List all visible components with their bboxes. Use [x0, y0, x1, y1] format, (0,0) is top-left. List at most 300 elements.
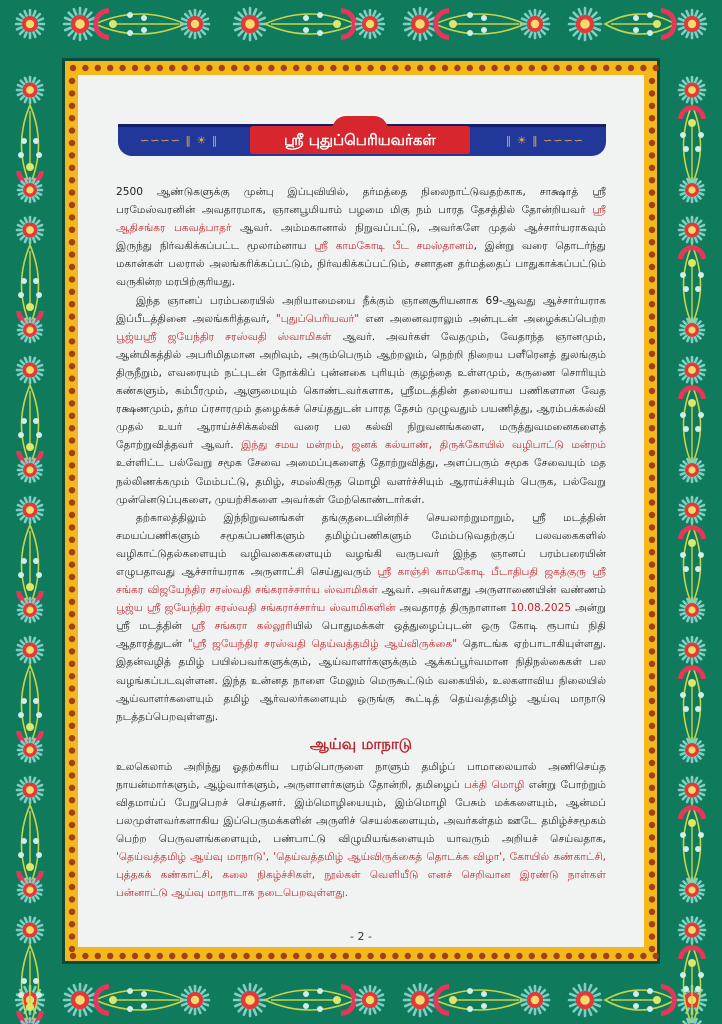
flower-petal — [414, 1008, 417, 1015]
flower-petal — [579, 9, 582, 16]
flower-petal — [699, 653, 704, 655]
body-text: உள்ளிட்ட பல்வேறு சமூக சேவை அமைப்புகளைத் தோற்றுவித்து, அளப்பரும் சமூக சேவையும் மத நல்லிணக்கமும் மேம்பட்டு, தமிழ், சமஸ்கிருத மொழி வளர்ச்சியும் ஆராய்ச்சியும் பெருக, பல்வேறு முன்னெடுப்புகளை, முயற்சிகளை அவர்கள் மேற்கொண்டார்கள். — [116, 457, 606, 506]
frame-dot — [653, 953, 659, 959]
flower-petal — [25, 657, 27, 662]
flower-petal — [699, 1003, 705, 1005]
paisley-motif — [18, 385, 42, 465]
flower-petal — [36, 473, 41, 475]
flower-petal — [86, 13, 91, 18]
flower-petal — [258, 27, 265, 30]
flower-petal — [698, 185, 703, 187]
flower-petal — [37, 365, 42, 367]
flower-petal — [687, 78, 689, 83]
flower-petal — [540, 1005, 544, 1009]
section-paragraph — [116, 758, 606, 903]
flower-petal — [37, 513, 42, 515]
frame-dot — [442, 65, 448, 71]
flower-petal — [681, 753, 686, 755]
frame-dot — [305, 65, 311, 71]
flower-petal — [538, 31, 540, 37]
flower-petal — [19, 185, 24, 187]
flower-petal — [699, 513, 704, 515]
flower-petal — [409, 989, 414, 994]
flower-petal — [74, 1008, 77, 1015]
frame-dot — [69, 685, 75, 691]
frame-dot — [69, 760, 75, 766]
frame-dot — [69, 437, 75, 443]
frame-dot — [649, 375, 655, 381]
flower-center — [26, 646, 34, 654]
frame-dot — [69, 301, 75, 307]
frame-dot — [69, 338, 75, 344]
frame-dot — [69, 202, 75, 208]
flower-center — [191, 996, 199, 1004]
flower-petal — [540, 29, 544, 33]
flower-petal — [699, 365, 704, 367]
frame-dot — [231, 953, 237, 959]
flower-petal — [21, 361, 25, 365]
flower-petal — [18, 93, 23, 95]
flower-petal — [695, 196, 697, 201]
flower-petal — [681, 333, 686, 335]
flower-petal — [697, 462, 701, 466]
flower-petal — [697, 515, 701, 519]
flower-petal — [18, 645, 23, 647]
flower-petal — [37, 85, 42, 87]
frame-dot — [69, 276, 75, 282]
frame-dot — [566, 953, 572, 959]
flower-petal — [36, 193, 41, 195]
flower-petal — [699, 225, 704, 227]
highlighted-text: பூஜ்யஸ்ரீ ஜயேந்திர சரஸ்வதி ஸ்வாமிகள் — [116, 330, 332, 343]
flower-petal — [83, 9, 86, 16]
flower-petal — [33, 918, 35, 923]
flower-petal — [25, 11, 27, 17]
flower-petal — [17, 27, 23, 29]
flower-petal — [593, 1003, 600, 1006]
frame-dot — [69, 78, 75, 84]
flower-petal — [33, 11, 35, 17]
flower-petal — [35, 375, 39, 379]
page-number: - 2 - — [350, 930, 372, 943]
flower-center — [26, 186, 33, 193]
frame-dot — [69, 90, 75, 96]
flower-petal — [65, 994, 72, 997]
flower-center — [26, 506, 34, 514]
highlighted-text: ஸ்ரீ காமகோடி பீட சமஸ்தானம் — [314, 240, 474, 253]
flower-petal — [33, 616, 35, 621]
flower-petal — [414, 9, 417, 16]
frame-dot — [69, 289, 75, 295]
paisley-motif — [680, 665, 704, 745]
flower-petal — [33, 756, 35, 761]
flower-petal — [423, 9, 426, 16]
body-text: ஆவர். அவர்களது அருளாணையின் வண்ணம் — [377, 584, 606, 597]
flower-petal — [35, 501, 39, 505]
frame-dot — [649, 834, 655, 840]
frame-dot — [578, 953, 584, 959]
flower-petal — [86, 30, 91, 35]
flower-petal — [244, 1008, 247, 1015]
flower-petal — [681, 465, 686, 467]
frame-dot — [367, 953, 373, 959]
flower-center — [26, 86, 34, 94]
flower-petal — [538, 1007, 540, 1013]
flower-petal — [680, 513, 685, 515]
flower-petal — [235, 27, 242, 30]
frame-dot — [69, 710, 75, 716]
flower-petal — [235, 18, 242, 21]
flower-petal — [593, 994, 600, 997]
flower-petal — [684, 335, 688, 339]
flower-petal — [37, 225, 42, 227]
flower-petal — [542, 995, 548, 997]
frame-dot — [69, 189, 75, 195]
flower-petal — [202, 995, 208, 997]
flower-petal — [697, 742, 701, 746]
flower-petal — [35, 361, 39, 365]
highlighted-text: பக்தி மொழி — [463, 778, 525, 791]
frame-dot — [69, 661, 75, 667]
flower-petal — [687, 517, 689, 522]
highlighted-text: 'தெய்வத்தமிழ் ஆய்வு மாநாடு', 'தெய்வத்தமிழ் ஆய்விருக்கைத் தொடக்க விழா', கோயில் கண்காட்சி, புத்தகக் கண்காட்சி, கலை நிகழ்ச்சிகள், நூல்கள் வெளியீடு எனச் செறிவான இரண்டு நாள்கள் பன்னாட்டு ஆய்வு மாநாடாக நடைபெறவுள்ளது. — [116, 851, 606, 900]
frame-dot — [293, 953, 299, 959]
flower-petal — [684, 755, 688, 759]
flower-petal — [35, 921, 39, 925]
flower-petal — [684, 742, 688, 746]
flower-petal — [36, 613, 41, 615]
flower-petal — [530, 11, 532, 17]
flower-petal — [36, 333, 41, 335]
flower-petal — [697, 755, 701, 759]
frame-dot — [107, 65, 113, 71]
frame-dot — [649, 202, 655, 208]
paragraph — [116, 183, 606, 292]
flower-petal — [697, 501, 701, 505]
frame-dot — [69, 475, 75, 481]
frame-dot — [649, 698, 655, 704]
flower-petal — [522, 19, 528, 21]
flower-petal — [22, 475, 26, 479]
flower-petal — [697, 602, 701, 606]
flower-petal — [36, 753, 41, 755]
frame-dot — [649, 127, 655, 133]
flower-petal — [683, 515, 687, 519]
flower-petal — [19, 605, 24, 607]
flower-petal — [21, 515, 25, 519]
flower-petal — [525, 990, 529, 994]
flower-petal — [19, 193, 24, 195]
flower-petal — [25, 97, 27, 102]
flower-petal — [699, 505, 704, 507]
frame-dot — [649, 487, 655, 493]
flower-petal — [25, 987, 27, 993]
frame-dot — [649, 512, 655, 518]
frame-dot — [169, 65, 175, 71]
paisley-motif — [680, 105, 704, 185]
flower-petal — [18, 513, 23, 515]
flower-center — [26, 366, 34, 374]
frame-dot — [69, 165, 75, 171]
body-text: அவதாரத் திருநாளான — [395, 602, 511, 615]
flower-center — [580, 995, 590, 1005]
flower-petal — [19, 753, 24, 755]
frame-dot — [615, 65, 621, 71]
frame-dot — [243, 65, 249, 71]
banner-ornament-left: ∽∽∽∽ ‖ ☀ ‖ — [140, 134, 219, 147]
frame-dot — [649, 524, 655, 530]
frame-dot — [649, 499, 655, 505]
flower-petal — [33, 78, 35, 83]
flower-petal — [74, 32, 77, 39]
flower-petal — [530, 1007, 532, 1013]
flower-petal — [253, 32, 256, 39]
flower-petal — [530, 31, 532, 37]
flower-petal — [680, 785, 685, 787]
frame-dot — [615, 953, 621, 959]
flower-petal — [695, 778, 697, 783]
flower-petal — [522, 1003, 528, 1005]
frame-dot — [69, 375, 75, 381]
frame-dot — [649, 289, 655, 295]
body-text: தற்காலத்திலும் இந்நிறுவனங்கள் தங்குதடையின்றிச் செயலாற்றுமாறும், ஸ்ரீ மடத்தின் சமயப்பணிகளும் சமூகப்பணிகளும் தமிழ்ப்பணிகளும் மேம்படுவதற்குப் பலவகைகளில் வழிகாட்டுதல்களையும் வழிவகைகளையும் வழங்கி வருபவர் இந்த ஞானப் பரம்பரையின் எழுபதாவது ஆச்சார்யராக அருளாட்சி செய்துவரும் — [116, 511, 606, 578]
frame-dot — [649, 400, 655, 406]
flower-petal — [681, 745, 686, 747]
frame-dot — [69, 834, 75, 840]
flower-petal — [680, 365, 685, 367]
flower-petal — [570, 18, 577, 21]
frame-dot — [628, 953, 634, 959]
frame-dot — [69, 127, 75, 133]
frame-dot — [649, 797, 655, 803]
flower-petal — [405, 994, 412, 997]
flower-center — [26, 746, 33, 753]
frame-dot — [653, 65, 659, 71]
frame-dot — [281, 65, 287, 71]
flower-petal — [235, 1003, 242, 1006]
flower-petal — [680, 653, 685, 655]
frame-dot — [355, 65, 361, 71]
frame-dot — [157, 65, 163, 71]
flower-petal — [18, 365, 23, 367]
frame-dot — [256, 953, 262, 959]
flower-petal — [33, 336, 35, 341]
frame-dot — [132, 953, 138, 959]
flower-petal — [679, 1003, 685, 1005]
article-body — [116, 183, 606, 903]
flower-petal — [185, 29, 189, 33]
flower-petal — [239, 30, 244, 35]
flower-petal — [409, 1006, 414, 1011]
flower-petal — [33, 498, 35, 503]
flower-petal — [33, 638, 35, 643]
flower-petal — [190, 987, 192, 993]
frame-dot — [649, 946, 655, 952]
frame-dot — [206, 65, 212, 71]
flower-petal — [239, 989, 244, 994]
flower-petal — [25, 78, 27, 83]
flower-petal — [21, 221, 25, 225]
flower-center — [366, 20, 374, 28]
frame-dot — [649, 90, 655, 96]
frame-dot — [69, 561, 75, 567]
flower-petal — [19, 613, 24, 615]
flower-petal — [579, 985, 582, 992]
flower-petal — [18, 925, 23, 927]
frame-dot — [649, 264, 655, 270]
frame-dot — [318, 953, 324, 959]
frame-dot — [355, 953, 361, 959]
frame-dot — [649, 326, 655, 332]
flower-petal — [697, 895, 701, 899]
flower-petal — [37, 93, 42, 95]
flower-center — [415, 995, 425, 1005]
paisley-motif — [680, 245, 704, 325]
flower-petal — [681, 185, 686, 187]
flower-petal — [525, 1005, 529, 1009]
flower-petal — [86, 1006, 91, 1011]
frame-dot — [69, 177, 75, 183]
flower-petal — [680, 793, 685, 795]
frame-dot — [69, 859, 75, 865]
frame-dot — [649, 760, 655, 766]
flower-petal — [680, 225, 685, 227]
flower-petal — [574, 1006, 579, 1011]
frame-dot — [69, 822, 75, 828]
flower-petal — [687, 97, 689, 102]
flower-petal — [19, 325, 24, 327]
flower-petal — [522, 27, 528, 29]
frame-dot — [417, 953, 423, 959]
flower-petal — [697, 921, 701, 925]
flower-petal — [682, 29, 686, 33]
frame-dot — [649, 561, 655, 567]
frame-dot — [649, 611, 655, 617]
flower-petal — [697, 221, 701, 225]
flower-petal — [423, 985, 426, 992]
flower-petal — [522, 995, 528, 997]
frame-dot — [541, 65, 547, 71]
flower-petal — [695, 657, 697, 662]
banner-ornament-right: ‖ ☀ ‖ ∽∽∽∽ — [505, 134, 584, 147]
flower-petal — [695, 336, 697, 341]
flower-petal — [698, 613, 703, 615]
frame-dot — [649, 574, 655, 580]
paisley-motif — [435, 987, 525, 1014]
flower-center — [26, 886, 33, 893]
frame-dot — [107, 953, 113, 959]
frame-dot — [69, 512, 75, 518]
flower-petal — [375, 1005, 379, 1009]
frame-dot — [144, 953, 150, 959]
flower-petal — [35, 95, 39, 99]
frame-dot — [628, 65, 634, 71]
flower-petal — [253, 9, 256, 16]
flower-petal — [198, 987, 200, 993]
flower-petal — [697, 475, 701, 479]
flower-petal — [684, 475, 688, 479]
frame-dot — [405, 953, 411, 959]
frame-dot — [649, 140, 655, 146]
flower-petal — [698, 325, 703, 327]
flower-petal — [680, 645, 685, 647]
flower-petal — [697, 882, 701, 886]
flower-petal — [244, 9, 247, 16]
flower-petal — [538, 11, 540, 17]
body-text: இந்த ஞானப் பரம்பரையில் அறியாமையை நீக்கும் ஞானசூரியனாக 69-ஆவது ஆச்சார்யராக இப்பீடத்தினை அலங்கரித்தவர், — [116, 294, 606, 325]
frame-dot — [181, 65, 187, 71]
flower-petal — [426, 30, 431, 35]
flower-petal — [684, 195, 688, 199]
highlighted-text: ஸ்ரீ காஞ்சி காமகோடி பீடாதிபதி ஜகத்குரு ஸ்ரீ சங்கர விஜயேந்திர சரஸ்வதி சங்கராச்சார்ய ஸ்வாமிகள் — [116, 565, 606, 597]
flower-petal — [35, 195, 39, 199]
frame-dot — [649, 537, 655, 543]
flower-petal — [695, 78, 697, 83]
flower-petal — [256, 13, 261, 18]
flower-petal — [687, 616, 689, 621]
flower-center — [366, 996, 374, 1004]
banner-title-box — [250, 116, 470, 154]
flower-petal — [687, 237, 689, 242]
flower-petal — [253, 985, 256, 992]
frame-dot — [392, 65, 398, 71]
flower-petal — [687, 756, 689, 761]
flower-petal — [377, 27, 383, 29]
flower-center — [26, 786, 34, 794]
frame-dot — [69, 227, 75, 233]
paisley-motif — [18, 525, 42, 605]
flower-petal — [695, 616, 697, 621]
flower-petal — [681, 193, 686, 195]
flower-petal — [18, 233, 23, 235]
flower-petal — [574, 989, 579, 994]
flower-petal — [19, 745, 24, 747]
flower-petal — [37, 505, 42, 507]
flower-center — [531, 996, 539, 1004]
frame-dot — [69, 574, 75, 580]
highlighted-text: "ஸ்ரீ ஜயேந்திர சரஸ்வதி தெய்வத்தமிழ் ஆய்விருக்கை" — [187, 638, 458, 651]
flower-petal — [25, 377, 27, 382]
flower-petal — [36, 893, 41, 895]
body-text: தொடங்க ஏற்பாடாகியுள்ளது. இதன்வழித் தமிழ் பயில்பவர்களுக்கும், ஆய்வாளர்களுக்கும் ஆக்கப்பூர்வமான நிதிநல்கைகள் பல வழங்கப்படவுள்ளன. இந்த உன்னத நாளை மேலும் மெருகூட்டும் வகையில், உலகளாவிய நிலையில் ஆய்வாளர்களையும் தமிழ் ஆர்வலர்களையும் ஒருங்கு கூட்டித் தெய்வத்தமிழ் ஆய்வு மாநாடு நடத்தப்பெறவுள்ளது. — [116, 638, 606, 723]
flower-petal — [542, 1003, 548, 1005]
flower-petal — [17, 1003, 23, 1005]
flower-petal — [198, 1007, 200, 1013]
frame-dot — [69, 103, 75, 109]
flower-petal — [530, 987, 532, 993]
flower-petal — [182, 27, 188, 29]
flower-petal — [365, 11, 367, 17]
flower-petal — [18, 85, 23, 87]
flower-petal — [588, 32, 591, 39]
frame-dot — [69, 599, 75, 605]
frame-dot — [95, 65, 101, 71]
frame-dot — [649, 115, 655, 121]
flower-petal — [37, 27, 43, 29]
frame-dot — [649, 623, 655, 629]
flower-petal — [695, 918, 697, 923]
flower-petal — [21, 501, 25, 505]
highlighted-text: "புதுப்பெரியவர்" — [275, 312, 360, 325]
frame-dot — [69, 735, 75, 741]
frame-dot — [504, 65, 510, 71]
frame-dot — [330, 953, 336, 959]
frame-dot — [649, 437, 655, 443]
flower-petal — [681, 473, 686, 475]
flower-petal — [699, 925, 704, 927]
flower-petal — [19, 893, 24, 895]
flower-petal — [21, 95, 25, 99]
